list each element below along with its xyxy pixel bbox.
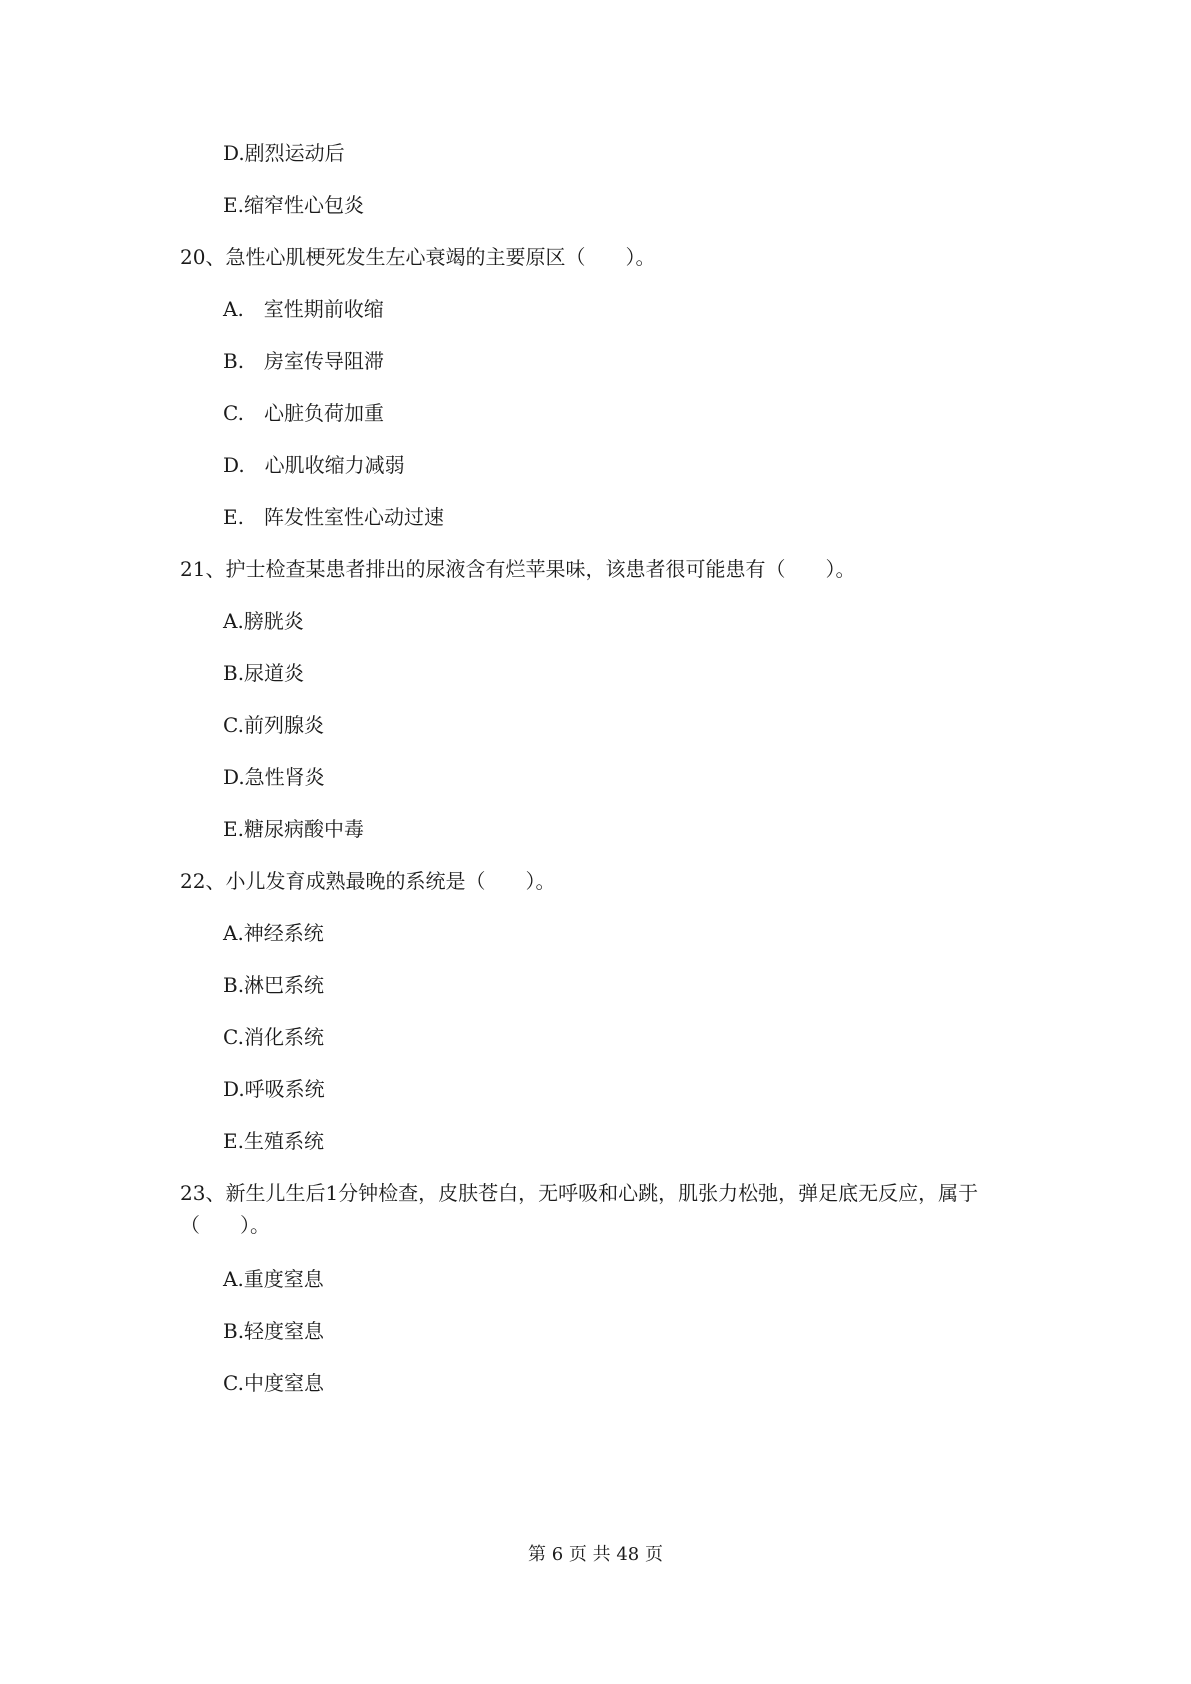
option-line: A.重度窒息 (223, 1267, 324, 1291)
option-line: C.消化系统 (223, 1025, 324, 1049)
question-line: 23、新生儿生后1分钟检查，皮肤苍白，无呼吸和心跳，肌张力松弛，弹足底无反应，属于 (180, 1181, 979, 1205)
option-line: A. 室性期前收缩 (223, 297, 384, 321)
page-footer: 第 6 页 共 48 页 (528, 1544, 663, 1565)
question-line-continued: （ ）。 (180, 1213, 270, 1237)
option-line: E.糖尿病酸中毒 (223, 817, 364, 841)
option-line: D.呼吸系统 (223, 1077, 325, 1101)
option-line: E.缩窄性心包炎 (223, 193, 364, 217)
option-line: C.前列腺炎 (223, 713, 324, 737)
option-line: B.尿道炎 (223, 661, 305, 685)
option-line: C.中度窒息 (223, 1371, 324, 1395)
option-line: C. 心脏负荷加重 (223, 401, 384, 425)
option-line: E.生殖系统 (223, 1129, 324, 1153)
question-line: 22、小儿发育成熟最晚的系统是（ ）。 (180, 869, 556, 893)
option-line: A.膀胱炎 (223, 609, 304, 633)
option-line: B. 房室传导阻滞 (223, 349, 385, 373)
option-line: B.淋巴系统 (223, 973, 325, 997)
question-line: 21、护士检查某患者排出的尿液含有烂苹果味，该患者很可能患有（ ）。 (180, 557, 856, 581)
question-line: 20、急性心肌梗死发生左心衰竭的主要原区（ ）。 (180, 245, 656, 269)
option-line: B.轻度窒息 (223, 1319, 325, 1343)
option-line: D. 心肌收缩力减弱 (223, 453, 405, 477)
option-line: D.剧烈运动后 (223, 141, 345, 165)
option-line: E. 阵发性室性心动过速 (223, 505, 444, 529)
option-line: A.神经系统 (223, 921, 324, 945)
option-line: D.急性肾炎 (223, 765, 325, 789)
